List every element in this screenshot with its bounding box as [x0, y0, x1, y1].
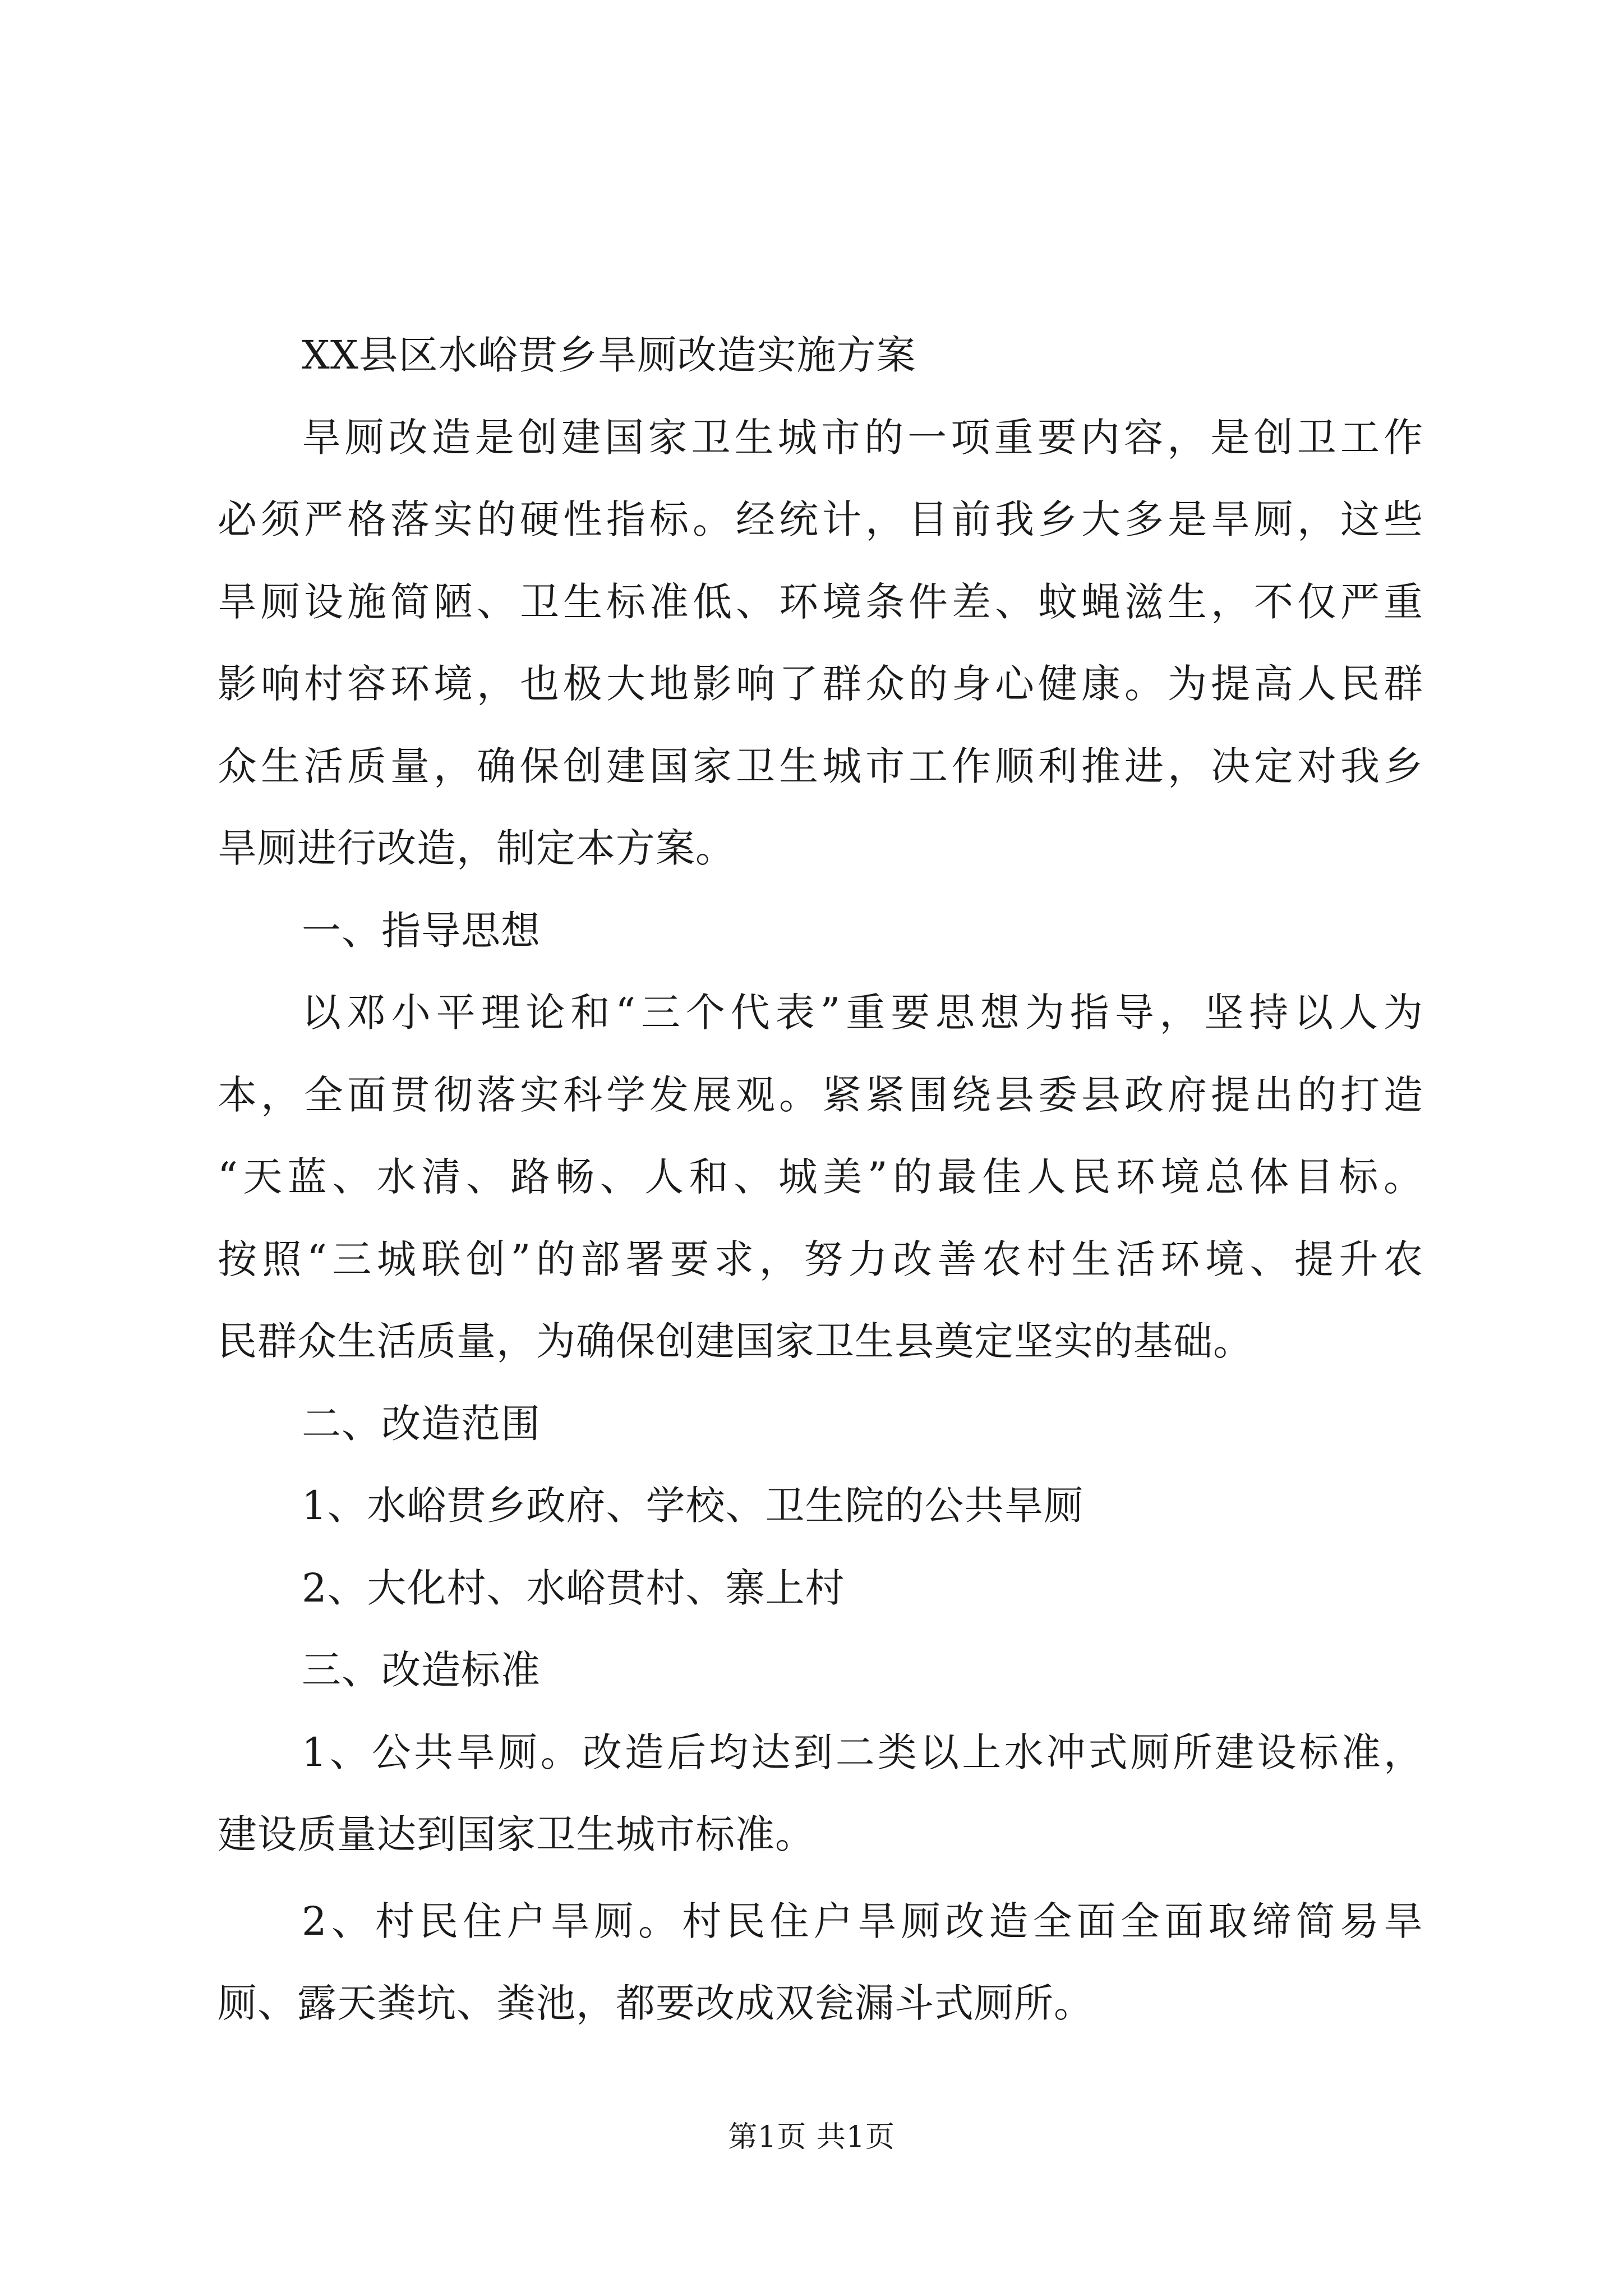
scope-item-1: 1、水峪贯乡政府、学校、卫生院的公共旱厕 — [302, 1483, 1084, 1529]
document-title: XX县区水峪贯乡旱厕改造实施方案 — [302, 332, 916, 378]
paragraph-line: 按照“三城联创”的部署要求，努力改善农村生活环境、提升农 — [218, 1236, 1423, 1282]
paragraph-line: 众生活质量，确保创建国家卫生城市工作顺利推进，决定对我乡 — [218, 743, 1423, 789]
paragraph-line: 以邓小平理论和“三个代表”重要思想为指导，坚持以人为 — [302, 990, 1423, 1036]
standards-item-2 — [218, 1880, 1423, 2045]
paragraph-line: 本，全面贯彻落实科学发展观。紧紧围绕县委县政府提出的打造 — [218, 1071, 1423, 1118]
standards-item-1 — [218, 1711, 1423, 1876]
paragraph-line: 2、村民住户旱厕。村民住户旱厕改造全面全面取缔简易旱 — [302, 1898, 1423, 1944]
section-heading-standards: 三、改造标准 — [302, 1647, 541, 1693]
paragraph-line: 民群众生活质量，为确保创建国家卫生县奠定坚实的基础。 — [218, 1318, 1253, 1364]
paragraph-line: 影响村容环境，也极大地影响了群众的身心健康。为提高人民群 — [218, 661, 1423, 707]
section-heading-guiding-ideology: 一、指导思想 — [302, 907, 541, 954]
paragraph-line: 旱厕进行改造，制定本方案。 — [218, 825, 735, 871]
scope-item-2: 2、大化村、水峪贯村、寨上村 — [302, 1565, 845, 1611]
paragraph-line: 旱厕改造是创建国家卫生城市的一项重要内容，是创卫工作 — [302, 414, 1423, 461]
paragraph-line: 旱厕设施简陋、卫生标准低、环境条件差、蚊蝇滋生，不仅严重 — [218, 578, 1423, 625]
document-body — [218, 314, 1423, 2045]
intro-paragraph — [218, 397, 1423, 890]
paragraph-line: 建设质量达到国家卫生城市标准。 — [218, 1811, 815, 1857]
paragraph-line: 1、公共旱厕。改造后均达到二类以上水冲式厕所建设标准， — [302, 1729, 1423, 1775]
guiding-ideology-paragraph — [218, 972, 1423, 1383]
page-footer: 第1页 共1页 — [728, 2120, 895, 2154]
section-heading-scope: 二、改造范围 — [302, 1400, 541, 1447]
paragraph-line: “天蓝、水清、路畅、人和、城美”的最佳人民环境总体目标。 — [218, 1154, 1423, 1200]
paragraph-line: 厕、露天粪坑、粪池，都要改成双瓮漏斗式厕所。 — [218, 1980, 1094, 2026]
paragraph-line: 必须严格落实的硬性指标。经统计，目前我乡大多是旱厕，这些 — [218, 496, 1423, 542]
